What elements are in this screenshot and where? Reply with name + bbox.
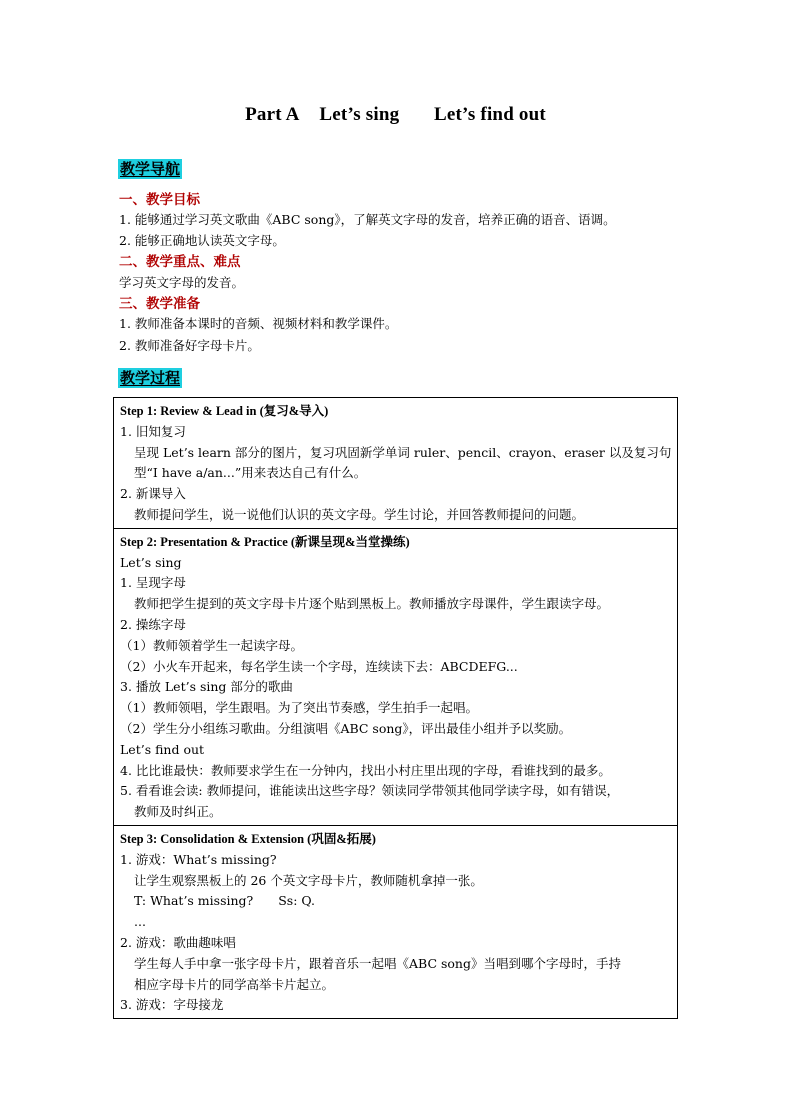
step-line: Let’s find out	[120, 741, 205, 757]
teaching-navigation-tag: 教学导航	[120, 160, 181, 178]
step-line: T: What’s missing? Ss: Q.	[134, 893, 316, 909]
step-line: （2）学生分小组练习歌曲。分组演唱《ABC song》，评出最佳小组并予以奖励。	[120, 720, 572, 736]
step-line: 2. 游戏：歌曲趣味唱	[120, 934, 236, 950]
title-lets-find-out: Let’s find out	[434, 104, 546, 125]
step-line: 3. 播放 Let’s sing 部分的歌曲	[120, 679, 293, 695]
step-line: 相应字母卡片的同学高举卡片起立。	[134, 976, 335, 992]
step-cell-3	[114, 826, 677, 1018]
preparation-heading: 三、教学准备	[119, 296, 200, 312]
step-cell-2	[114, 529, 677, 826]
step-line: 2. 新课导入	[120, 486, 186, 502]
goal-item-2: 2. 能够正确地认读英文字母。	[119, 233, 285, 248]
step-line: 让学生观察黑板上的 26 个英文字母卡片，教师随机拿掉一张。	[134, 872, 483, 888]
step-heading: Step 3: Consolidation & Extension (巩固&拓展)	[120, 831, 376, 846]
step-line: （2）小火车开起来，每名学生读一个字母，连续读下去：ABCDEFG...	[120, 658, 518, 674]
step-line: 4. 比比谁最快：教师要求学生在一分钟内，找出小村庄里出现的字母，看谁找到的最多。	[120, 762, 611, 778]
step-line: 教师把学生提到的英文字母卡片逐个贴到黑板上。教师播放字母课件，学生跟读字母。	[134, 596, 610, 612]
title-part: Part A	[245, 104, 300, 125]
step-line: 1. 呈现字母	[120, 575, 186, 591]
step-line: 学生每人手中拿一张字母卡片，跟着音乐一起唱《ABC song》当唱到哪个字母时，手持	[134, 955, 621, 971]
key-points-heading: 二、教学重点、难点	[119, 254, 241, 270]
teaching-process-tag: 教学过程	[120, 369, 181, 387]
key-points-text: 学习英文字母的发音。	[119, 275, 245, 290]
goals-heading: 一、教学目标	[119, 192, 200, 208]
step-line: 呈现 Let’s learn 部分的图片，复习巩固新学单词 ruler、pencil、crayon、eraser 以及复习句	[134, 444, 672, 460]
title-lets-sing: Let’s sing	[319, 104, 400, 125]
step-line: 教师及时纠正。	[134, 804, 222, 820]
steps-table	[113, 397, 678, 1019]
step-line: 型“I have a/an...”用来表达自己有什么。	[134, 465, 367, 481]
step-heading: Step 2: Presentation & Practice (新课呈现&当堂操练)	[120, 534, 410, 549]
step-line: 1. 游戏：What’s missing?	[120, 851, 277, 867]
step-line: 2. 操练字母	[120, 616, 186, 632]
step-line: 1. 旧知复习	[120, 423, 186, 439]
step-line: 5. 看看谁会读: 教师提问，谁能读出这些字母？领读同学带领其他同学读字母，如有错误，	[120, 783, 620, 799]
step-line: Let’s sing	[120, 554, 182, 570]
step-line: ...	[134, 914, 146, 930]
goal-item-1: 1. 能够通过学习英文歌曲《ABC song》，了解英文字母的发音，培养正确的语音、语调。	[119, 212, 616, 227]
prep-item-2: 2. 教师准备好字母卡片。	[119, 338, 260, 353]
step-line: 3. 游戏：字母接龙	[120, 997, 224, 1013]
step-line: （1）教师领着学生一起读字母。	[120, 637, 303, 653]
step-line: （1）教师领唱，学生跟唱。为了突出节奏感，学生拍手一起唱。	[120, 700, 478, 716]
prep-item-1: 1. 教师准备本课时的音频、视频材料和教学课件。	[119, 316, 398, 331]
step-cell-1	[114, 398, 677, 529]
step-heading: Step 1: Review & Lead in (复习&导入)	[120, 404, 329, 418]
page-title	[113, 104, 678, 126]
step-line: 教师提问学生，说一说他们认识的英文字母。学生讨论，并回答教师提问的问题。	[134, 506, 585, 522]
